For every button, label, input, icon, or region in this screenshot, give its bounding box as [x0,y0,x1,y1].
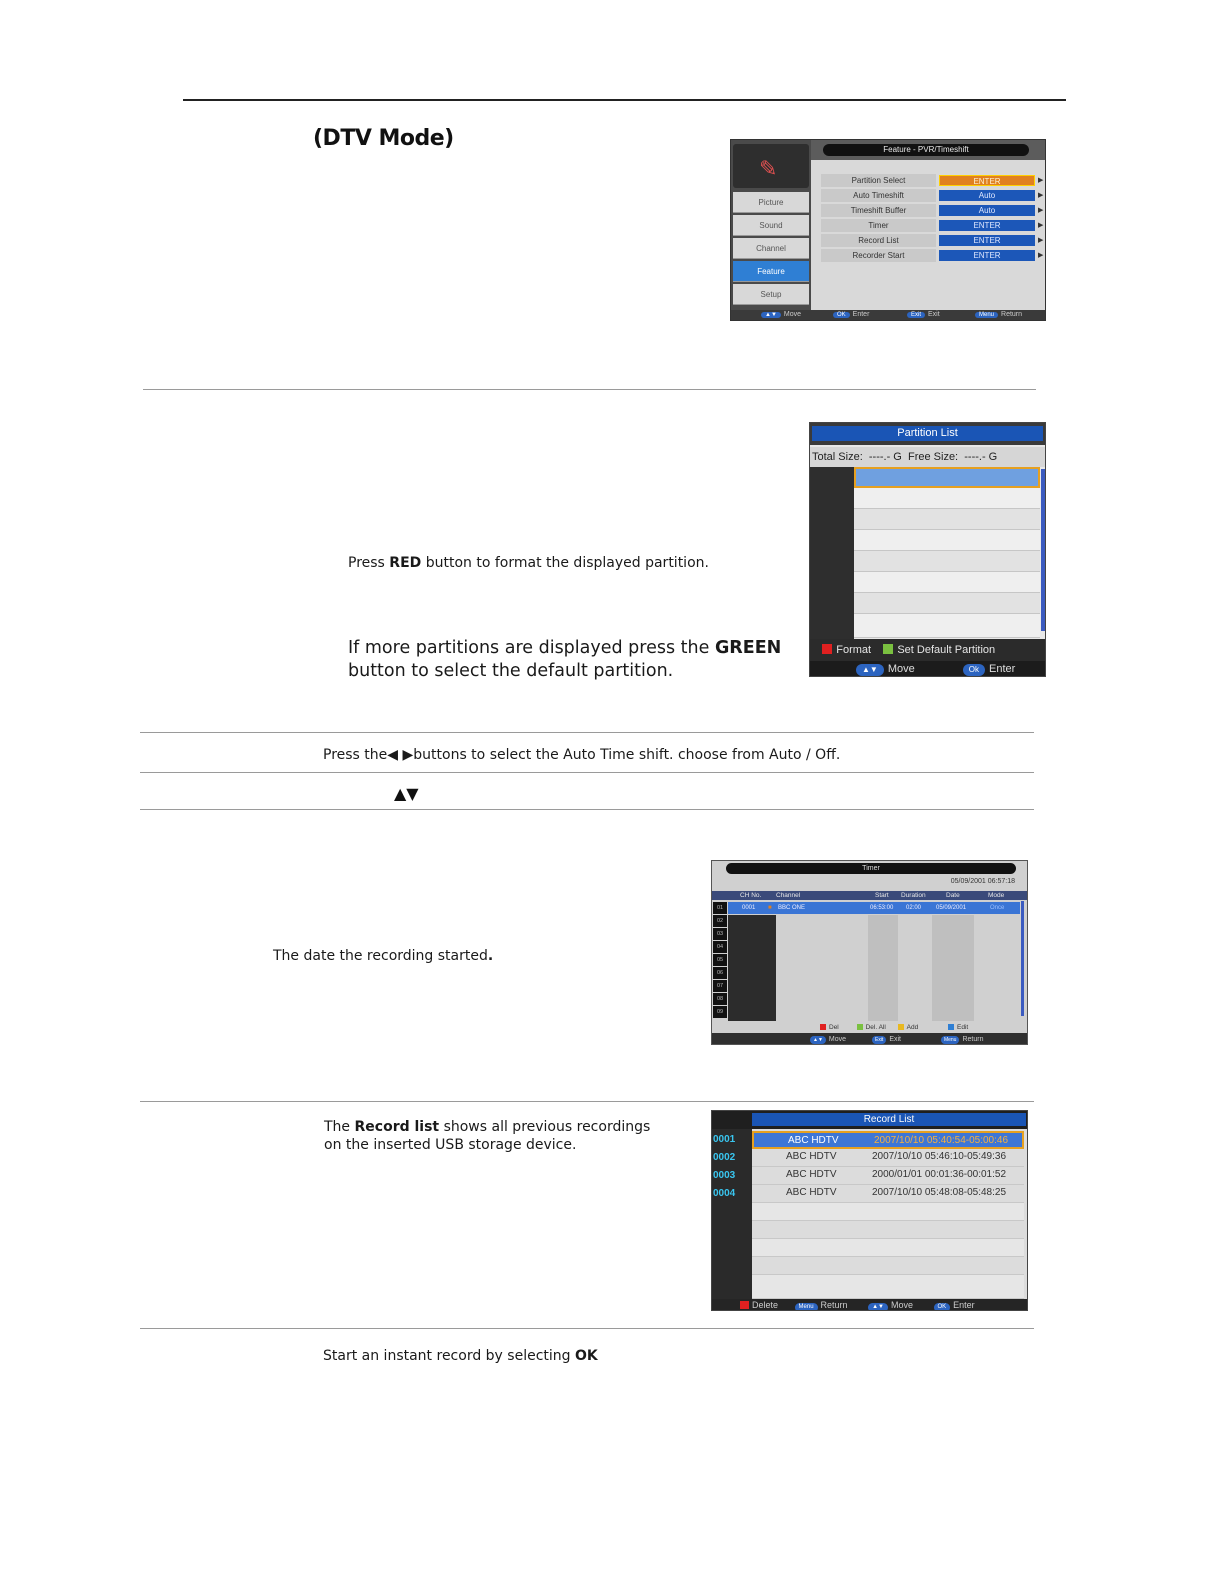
partition-list-title: Partition List [812,426,1043,441]
partition-row [854,530,1040,551]
hint-return: Menu Return [975,311,1022,318]
feature-logo-icon: ✎ [733,144,809,188]
sidebar-item-picture: Picture [733,192,809,213]
feature-title: Feature - PVR/Timeshift [823,144,1029,156]
divider [140,1328,1034,1329]
timer-row-number: 09 [713,1006,727,1018]
timer-row-number: 08 [713,993,727,1005]
divider [140,809,1034,810]
record-row [752,1257,1024,1275]
right-arrow-icon: ▶ [1038,252,1044,259]
feature-row-label: Record List [821,234,936,247]
green-key-icon [883,644,893,654]
partition-row [854,509,1040,530]
partition-row [854,593,1040,614]
timer-screenshot [711,860,1028,1045]
partition-row [854,614,1040,638]
record-list-title: Record List [752,1113,1026,1126]
red-key-icon [822,644,832,654]
timer-clock: 05/09/2001 06:57:18 [950,878,1015,885]
feature-row-partition-select [811,174,1046,189]
divider [140,772,1034,773]
timer-row-number: 01 [713,902,727,914]
recorder-start-instruction: Start an instant record by selecting OK [323,1348,598,1364]
timer-col-header: CH No. [740,892,762,899]
green-key-icon [857,1024,863,1030]
record-list-description: The Record list shows all previous recordings on the inserted USB storage device. [324,1119,651,1153]
record-row [752,1239,1024,1257]
timer-scrollbar [1021,901,1024,1016]
yellow-key-icon [898,1024,904,1030]
feature-hint-bar [731,310,1046,321]
feature-row-recorder-start [811,249,1046,264]
timer-row-number: 03 [713,928,727,940]
record-number: 0001 [713,1134,736,1145]
timer-row-number: 02 [713,915,727,927]
red-key-icon [740,1301,749,1309]
record-dot-icon: ■ [768,905,772,911]
feature-row-label: Timer [821,219,936,232]
record-list-screenshot [711,1110,1028,1311]
record-number: 0004 [713,1188,736,1199]
record-row: ABC HDTV 2007/10/10 05:46:10-05:49:36 [752,1149,1024,1167]
feature-row-value: Auto [939,190,1035,201]
feature-row-value: ENTER [939,250,1035,261]
right-arrow-icon: ▶ [1038,207,1044,214]
partition-list-screenshot [809,422,1046,677]
feature-row-value: Auto [939,205,1035,216]
partition-scrollbar [1041,469,1045,631]
timer-row-number: 06 [713,967,727,979]
record-row [752,1275,1024,1299]
record-number: 0002 [713,1152,736,1163]
record-nav-bar: Delete Menu Return ▲▼ Move OK Enter [712,1299,1028,1311]
timer-header [712,891,1028,900]
sidebar-item-setup: Setup [733,284,809,305]
timer-col-header: Mode [988,892,1005,899]
timer-row-number: 04 [713,941,727,953]
feature-row-label: Recorder Start [821,249,936,262]
feature-row-label: Partition Select [821,174,936,187]
feature-row-timer [811,219,1046,234]
record-number: 0003 [713,1170,736,1181]
partition-red-instruction: Press RED button to format the displayed partition. [348,555,709,571]
partition-legend: Format Set Default Partition [810,639,1046,661]
right-arrow-icon: ▶ [1038,177,1044,184]
feature-row-label: Timeshift Buffer [821,204,936,217]
divider [143,389,1036,390]
divider [140,732,1034,733]
feature-row-value: ENTER [939,235,1035,246]
feature-row-auto-timeshift [811,189,1046,204]
timer-col-header: Date [946,892,960,899]
feature-sidebar [731,140,811,310]
sidebar-item-feature: Feature [733,261,809,282]
auto-timeshift-instruction: Press the◀ ▶buttons to select the Auto Time shift. choose from Auto / Off. [323,747,841,763]
partition-row [854,551,1040,572]
left-right-arrows-icon: ◀ ▶ [387,747,414,763]
sidebar-item-sound: Sound [733,215,809,236]
partition-row [854,572,1040,593]
top-rule [183,99,1066,101]
timer-row: 0001 ■ BBC ONE 06:53:00 02:00 05/09/2001 Once [728,902,1020,914]
hint-move: ▲▼ Move [761,311,801,318]
divider [140,1101,1034,1102]
right-arrow-icon: ▶ [1038,237,1044,244]
red-key-icon [820,1024,826,1030]
up-down-arrows-icon: ▲▼ [394,784,419,803]
record-row [752,1203,1024,1221]
timer-title: Timer [726,863,1016,874]
hint-enter: OK Enter [833,311,869,318]
timer-col-header: Duration [901,892,926,899]
blue-key-icon [948,1024,954,1030]
partition-nav-bar: ▲▼ Move Ok Enter [810,661,1046,677]
right-arrow-icon: ▶ [1038,222,1044,229]
right-arrow-icon: ▶ [1038,192,1044,199]
record-row: ABC HDTV 2000/01/01 00:01:36-00:01:52 [752,1167,1024,1185]
timer-legend: Del Del. All Add Edit [712,1022,1028,1033]
timer-col-header: Start [875,892,889,899]
section-heading: (DTV Mode) [313,126,454,151]
feature-row-value: ENTER [939,220,1035,231]
feature-menu-screenshot [730,139,1046,321]
timer-nav-bar: ▲▼ Move Exit Exit Menu Return [712,1033,1028,1045]
timer-row-number: 05 [713,954,727,966]
sidebar-item-channel: Channel [733,238,809,259]
partition-green-instruction: If more partitions are displayed press the GREEN button to select the default partition. [348,638,782,681]
record-row [752,1221,1024,1239]
partition-size-info: Total Size: ----.- G Free Size: ----.- G [810,447,1046,467]
feature-row-record-list [811,234,1046,249]
timer-row-number: 07 [713,980,727,992]
feature-row-timeshift-buffer [811,204,1046,219]
record-row: ABC HDTV 2007/10/10 05:48:08-05:48:25 [752,1185,1024,1203]
feature-options-panel [811,160,1046,310]
feature-row-label: Auto Timeshift [821,189,936,202]
hint-exit: Exit Exit [907,311,940,318]
timer-col-header: Channel [776,892,801,899]
feature-row-value: ENTER [939,175,1035,186]
timer-date-description: The date the recording started. [273,948,494,964]
partition-row [854,488,1040,509]
partition-row [854,467,1040,488]
record-row: ABC HDTV 2007/10/10 05:40:54-05:00:46 [752,1131,1024,1149]
